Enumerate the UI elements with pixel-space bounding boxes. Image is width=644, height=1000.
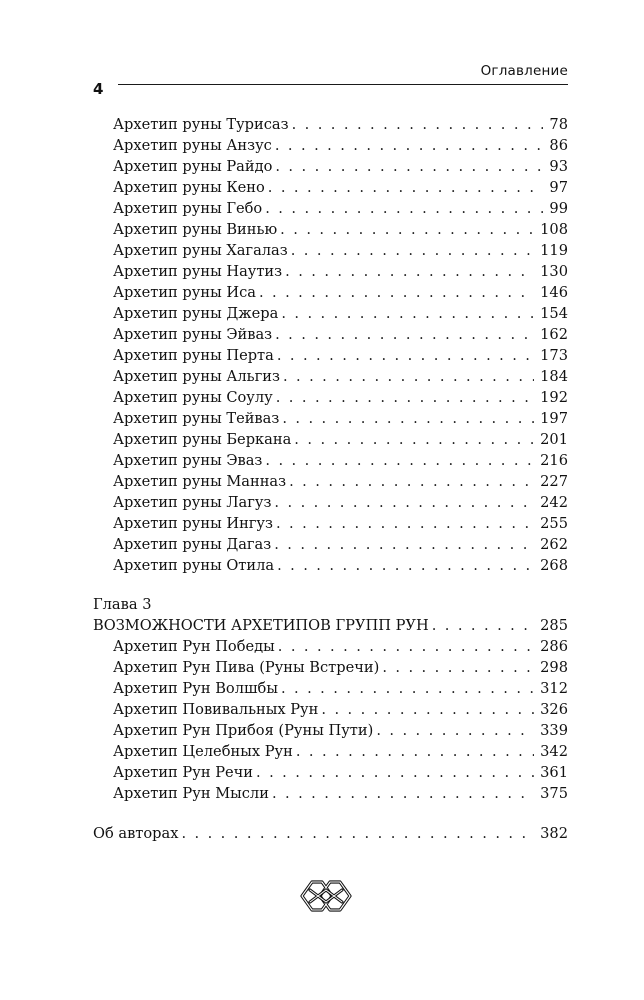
toc-entry-title: Архетип Рун Речи — [113, 764, 254, 781]
toc-entry-page: 99 — [549, 200, 568, 217]
dot-leader — [259, 282, 534, 303]
toc-entry-page: 108 — [540, 221, 568, 238]
toc-entry[interactable] — [113, 156, 568, 177]
dot-leader — [276, 387, 534, 408]
chapter-title: ВОЗМОЖНОСТИ АРХЕТИПОВ ГРУПП РУН — [93, 617, 429, 634]
dot-leader — [181, 823, 534, 844]
toc-entry[interactable] — [113, 345, 568, 366]
toc-entry-title: Архетип руны Гебо — [113, 200, 263, 217]
dot-leader — [277, 555, 534, 576]
toc-entry-page: 268 — [540, 557, 568, 574]
toc-entry-page: 255 — [540, 515, 568, 532]
toc-entry[interactable] — [113, 219, 568, 240]
toc-entry-page: 286 — [540, 638, 568, 655]
toc-entry-page: 298 — [540, 659, 568, 676]
toc-entry-page: 342 — [540, 743, 568, 760]
toc-entry-title: Архетип руны Ингуз — [113, 515, 273, 532]
toc-entry-page: 382 — [540, 825, 568, 842]
toc-entry[interactable] — [113, 471, 568, 492]
toc-entry[interactable] — [113, 741, 568, 762]
dot-leader — [296, 741, 534, 762]
toc-entry-title: Архетип Рун Мысли — [113, 785, 269, 802]
toc-entry[interactable] — [113, 450, 568, 471]
toc-entry[interactable] — [113, 240, 568, 261]
toc-entry-title: Архетип руны Наутиз — [113, 263, 283, 280]
toc-entry[interactable] — [113, 492, 568, 513]
toc-entry[interactable] — [113, 429, 568, 450]
toc-entry-page: 130 — [540, 263, 568, 280]
toc-entry[interactable] — [113, 408, 568, 429]
dot-leader — [256, 762, 534, 783]
toc-entry[interactable] — [113, 657, 568, 678]
chapter-title-entry[interactable] — [93, 615, 568, 636]
toc-entry-title: Архетип руны Турисаз — [113, 116, 289, 133]
toc-entry-page: 326 — [540, 701, 568, 718]
toc-entry-page: 361 — [540, 764, 568, 781]
toc-entry-page: 86 — [549, 137, 568, 154]
toc-entry-title: Архетип Рун Пива (Руны Встречи) — [113, 659, 380, 676]
toc-entry-title: Архетип руны Кено — [113, 179, 265, 196]
toc-entry-title: Архетип Рун Победы — [113, 638, 275, 655]
dot-leader — [268, 177, 544, 198]
toc-entry-about[interactable] — [93, 823, 568, 844]
toc-entry-title: Архетип руны Анзус — [113, 137, 272, 154]
toc-entry-page: 154 — [540, 305, 568, 322]
toc-entry[interactable] — [113, 135, 568, 156]
dot-leader — [292, 114, 544, 135]
toc-entry-title: Архетип руны Отила — [113, 557, 275, 574]
dot-leader — [275, 135, 544, 156]
toc-entry-title: Архетип руны Перта — [113, 347, 274, 364]
toc-entry[interactable] — [113, 324, 568, 345]
toc-entry-page: 339 — [540, 722, 568, 739]
toc-entry[interactable] — [113, 387, 568, 408]
dot-leader — [321, 699, 534, 720]
toc-entry-title: Архетип руны Альгиз — [113, 368, 280, 385]
dot-leader — [291, 240, 534, 261]
toc-entry-title: Архетип руны Хагалаз — [113, 242, 288, 259]
dot-leader — [280, 219, 534, 240]
toc-entry[interactable] — [113, 555, 568, 576]
dot-leader — [285, 261, 534, 282]
toc-entry-title: Архетип руны Винью — [113, 221, 278, 238]
dot-leader — [275, 324, 534, 345]
dot-leader — [281, 678, 534, 699]
toc-entry[interactable] — [113, 282, 568, 303]
dot-leader — [281, 303, 534, 324]
toc-entry-page: 184 — [540, 368, 568, 385]
toc-entry-page: 375 — [540, 785, 568, 802]
toc-entry-page: 93 — [549, 158, 568, 175]
toc-entry-title: Архетип Рун Прибоя (Руны Пути) — [113, 722, 374, 739]
dot-leader — [382, 657, 534, 678]
dot-leader — [265, 450, 534, 471]
toc-entry-title: Архетип руны Лагуз — [113, 494, 272, 511]
dot-leader — [277, 345, 534, 366]
toc-entry[interactable] — [113, 699, 568, 720]
toc-entry-page: 173 — [540, 347, 568, 364]
toc-entry-page: 312 — [540, 680, 568, 697]
toc-entry-page: 162 — [540, 326, 568, 343]
toc-entry-title: Архетип руны Райдо — [113, 158, 273, 175]
dot-leader — [274, 534, 534, 555]
header-rule — [118, 84, 568, 85]
toc-entry[interactable] — [113, 303, 568, 324]
toc-entry-title: Архетип руны Иса — [113, 284, 256, 301]
toc-entry[interactable] — [113, 366, 568, 387]
dot-leader — [294, 429, 534, 450]
page-number: 4 — [93, 80, 104, 98]
dot-leader — [275, 156, 543, 177]
toc-entry-title: Архетип руны Тейваз — [113, 410, 280, 427]
toc-entry[interactable] — [113, 261, 568, 282]
toc-entry[interactable] — [113, 114, 568, 135]
dot-leader — [283, 366, 534, 387]
dot-leader — [432, 615, 534, 636]
chapter-page: 285 — [540, 617, 568, 634]
toc-entry-title: Архетип руны Манназ — [113, 473, 287, 490]
toc-entry-page: 216 — [540, 452, 568, 469]
toc-entry[interactable] — [113, 720, 568, 741]
toc-entry-title: Архетип руны Эйваз — [113, 326, 273, 343]
toc-entry-page: 192 — [540, 389, 568, 406]
toc-entry[interactable] — [113, 534, 568, 555]
celtic-knot-icon — [298, 876, 354, 916]
toc-entry-page: 146 — [540, 284, 568, 301]
toc-entry-title: Архетип руны Соулу — [113, 389, 273, 406]
dot-leader — [276, 513, 534, 534]
toc-entry-page: 97 — [549, 179, 568, 196]
toc-entry[interactable] — [113, 198, 568, 219]
toc-entry-title: Архетип руны Дагаз — [113, 536, 272, 553]
toc-entry[interactable] — [113, 783, 568, 804]
toc-entry[interactable] — [113, 177, 568, 198]
toc-entry-title: Архетип руны Беркана — [113, 431, 292, 448]
dot-leader — [278, 636, 534, 657]
chapter-label: Глава 3 — [93, 596, 152, 613]
toc-entry[interactable] — [113, 636, 568, 657]
toc-entry-page: 262 — [540, 536, 568, 553]
toc-entry-page: 119 — [540, 242, 568, 259]
toc-entry-title: Архетип Целебных Рун — [113, 743, 293, 760]
toc-entry-page: 242 — [540, 494, 568, 511]
dot-leader — [282, 408, 534, 429]
dot-leader — [274, 492, 534, 513]
toc-entry[interactable] — [113, 762, 568, 783]
toc-entry[interactable] — [113, 513, 568, 534]
dot-leader — [265, 198, 543, 219]
toc-entry-title: Архетип руны Эваз — [113, 452, 263, 469]
running-head: Оглавление — [480, 63, 568, 79]
toc-entry-page: 227 — [540, 473, 568, 490]
dot-leader — [272, 783, 534, 804]
dot-leader — [376, 720, 534, 741]
toc-entry-page: 201 — [540, 431, 568, 448]
toc-entry-page: 197 — [540, 410, 568, 427]
toc-entry-title: Архетип руны Джера — [113, 305, 279, 322]
toc-entry[interactable] — [113, 678, 568, 699]
toc-entry-page: 78 — [549, 116, 568, 133]
toc-entry-title: Архетип Повивальных Рун — [113, 701, 319, 718]
toc-entry-title: Архетип Рун Волшбы — [113, 680, 278, 697]
toc-entry-title: Об авторах — [93, 825, 179, 842]
dot-leader — [289, 471, 534, 492]
